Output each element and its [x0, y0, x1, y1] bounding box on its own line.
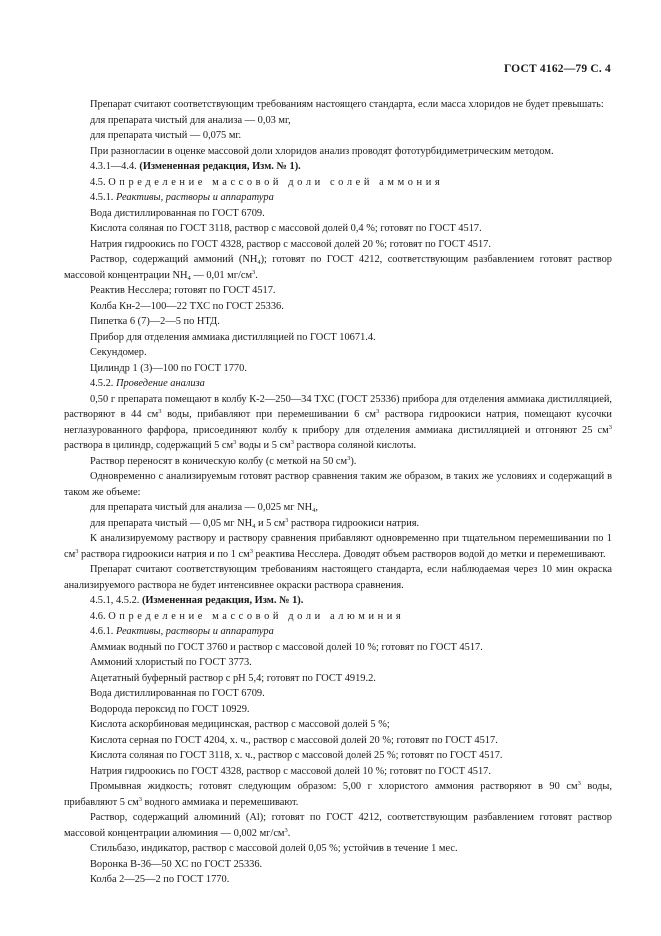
- paragraph: Аммиак водный по ГОСТ 3760 и раствор с массовой долей 10 %; готовят по ГОСТ 4517.: [90, 641, 483, 653]
- paragraph: Воронка В-36—50 ХС по ГОСТ 25336.: [90, 858, 263, 870]
- paragraph: Водорода пероксид по ГОСТ 10929.: [90, 703, 250, 715]
- paragraph: 4.3.1—4.4. (Измененная редакция, Изм. № 1).: [90, 161, 301, 172]
- subsection-title: Реактивы, растворы и аппаратура: [115, 192, 274, 203]
- paragraph: Натрия гидроокись по ГОСТ 4328, раствор с массовой долей 10 %; готовят по ГОСТ 4517.: [90, 765, 491, 777]
- paragraph: для препарата чистый — 0,05 мг $NH_4$ и 5 $см^3$ раствора гидроокиси натрия.: [90, 516, 420, 530]
- page-header: ГОСТ 4162—79 С. 4: [503, 63, 611, 75]
- paragraph: Препарат считают соответствующим требованиям настоящего стандарта, если наблюдаемая через 10 мин окраска анализируемого раствора не будет интенсивнее окраски раствора сравнения.: [64, 564, 612, 591]
- amendment-note: (Измененная редакция, Изм. № 1).: [141, 595, 304, 606]
- paragraph: 4.5.1, 4.5.2. (Измененная редакция, Изм. № 1).: [90, 595, 304, 606]
- paragraph: Препарат считают соответствующим требованиям настоящего стандарта, если масса хлоридов не будет превышать:: [90, 99, 604, 110]
- document-body: [64, 97, 612, 888]
- paragraph: Натрия гидроокись по ГОСТ 4328, раствор с массовой долей 20 %; готовят по ГОСТ 4517.: [90, 238, 491, 250]
- paragraph: Реактив Несслера; готовят по ГОСТ 4517.: [90, 285, 276, 296]
- paragraph: для препарата чистый — 0,075 мг.: [90, 130, 242, 141]
- paragraph: Секундомер.: [90, 347, 147, 358]
- subsection-title: Реактивы, растворы и аппаратура: [115, 626, 274, 637]
- paragraph: Ацетатный буферный раствор с рН 5,4; готовят по ГОСТ 4919.2.: [90, 672, 376, 684]
- section-title: Определение массовой доли солей аммония: [108, 176, 444, 188]
- paragraph: 4.5.1. Реактивы, растворы и аппаратура: [90, 192, 274, 203]
- paragraph: Кислота аскорбиновая медицинская, раствор с массовой долей 5 %;: [90, 719, 390, 730]
- subsection-title: Проведение анализа: [115, 378, 205, 389]
- paragraph: Кислота серная по ГОСТ 4204, х. ч., раствор с массовой долей 20 %; готовят по ГОСТ 4517.: [90, 734, 498, 746]
- paragraph: Цилиндр 1 (3)—100 по ГОСТ 1770.: [90, 362, 247, 374]
- paragraph: Раствор, содержащий алюминий (Al); готовят по ГОСТ 4212, соответствующим разбавлением готовят раствор массовой концентрации алюминия — 0,002 $мг/см^3$.: [64, 812, 612, 839]
- paragraph: Кислота соляная по ГОСТ 3118, раствор с массовой долей 0,4 %; готовят по ГОСТ 4517.: [90, 223, 482, 234]
- paragraph: для препарата чистый для анализа — 0,025 мг $NH_4$,: [90, 502, 318, 514]
- paragraph: 4.5.2. Проведение анализа: [90, 378, 205, 389]
- paragraph: Колба Кн-2—100—22 ТХС по ГОСТ 25336.: [90, 300, 284, 312]
- paragraph: 0,50 г препарата помещают в колбу К-2—250—34 ТХС (ГОСТ 25336) прибора для отделения аммиака дистилляцией, растворяют в 44 $см^3$ воды, прибавляют при перемешивании 6 $см^3$ раствора гидроокиси натрия, помещают кусочки неглазурованного фарфора, присоединяют колбу к прибору для отделения аммиака дистилляцией и отгоняют 25 $см^3$ раствора в цилиндр, содержащий 5 $см^3$ воды и 5 $см^3$ раствора соляной кислоты.: [64, 393, 612, 451]
- paragraph: Раствор, содержащий аммоний $(NH_4)$; готовят по ГОСТ 4212, соответствующим разбавлением готовят раствор массовой концентрации $NH_4$ — 0,01 $мг/см^3$.: [64, 254, 612, 282]
- paragraph: Пипетка 6 (7)—2—5 по НТД.: [90, 316, 220, 327]
- paragraph: Промывная жидкость; готовят следующим образом: 5,00 г хлористого аммония растворяют в 90 $см^3$ воды, прибавляют 5 $см^3$ водного аммиака и перемешивают.: [64, 780, 612, 808]
- paragraph: 4.5. Определение массовой доли солей аммония: [90, 176, 444, 188]
- paragraph: 4.6.1. Реактивы, растворы и аппаратура: [90, 626, 274, 637]
- paragraph: Раствор переносят в коническую колбу (с меткой на 50 $см^3$).: [90, 454, 357, 467]
- paragraph: 4.6. Определение массовой доли алюминия: [90, 610, 405, 622]
- paragraph: Аммоний хлористый по ГОСТ 3773.: [90, 657, 252, 668]
- paragraph: для препарата чистый для анализа — 0,03 мг,: [90, 114, 291, 126]
- paragraph: Прибор для отделения аммиака дистилляцией по ГОСТ 10671.4.: [90, 331, 376, 343]
- section-title: Определение массовой доли алюминия: [108, 610, 405, 622]
- paragraph: Стильбазо, индикатор, раствор с массовой долей 0,05 %; устойчив в течение 1 мес.: [90, 843, 458, 854]
- paragraph: Одновременно с анализируемым готовят раствор сравнения таким же образом, в таких же условиях и содержащий в таком же объеме:: [64, 471, 612, 498]
- paragraph: При разногласии в оценке массовой доли хлоридов анализ проводят фототурбидиметрическим методом.: [90, 145, 554, 157]
- paragraph: К анализируемому раствору и раствору сравнения прибавляют одновременно при тщательном перемешивании по 1 $см^3$ раствора гидроокиси натрия и по 1 $см^3$ реактива Несслера. Доводят объем растворов водой до метки и перемешивают.: [64, 533, 612, 560]
- paragraph: Вода дистиллированная по ГОСТ 6709.: [90, 207, 265, 219]
- paragraph: Вода дистиллированная по ГОСТ 6709.: [90, 688, 265, 699]
- amendment-note: (Измененная редакция, Изм. № 1).: [139, 161, 301, 172]
- paragraph: Колба 2—25—2 по ГОСТ 1770.: [90, 874, 230, 885]
- paragraph: Кислота соляная по ГОСТ 3118, х. ч., раствор с массовой долей 25 %; готовят по ГОСТ 4517.: [90, 750, 503, 761]
